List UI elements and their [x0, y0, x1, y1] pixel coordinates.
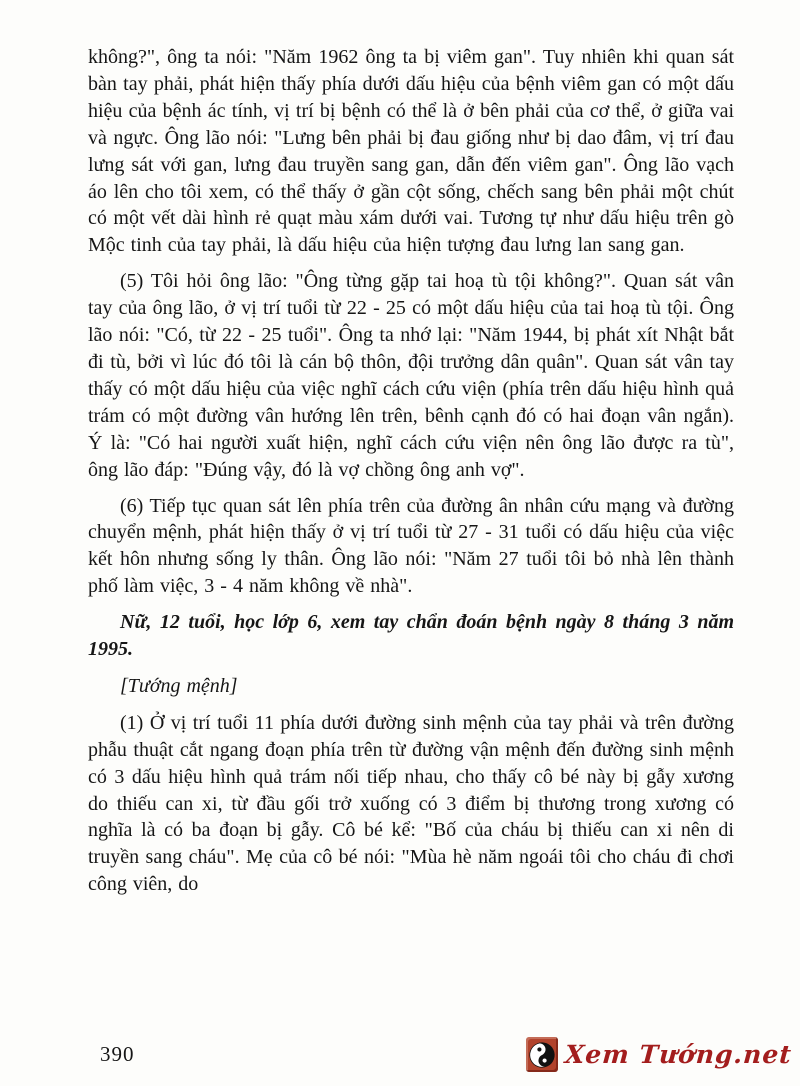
page-footer [88, 1037, 792, 1072]
page-number: 390 [100, 1042, 135, 1066]
case-heading: Nữ, 12 tuổi, học lớp 6, xem tay chẩn đoán bệnh ngày 8 tháng 3 năm 1995. [88, 611, 734, 661]
section-label: [Tướng mệnh] [120, 674, 238, 697]
watermark [526, 1037, 792, 1072]
paragraph-item-1: (1) Ở vị trí tuổi 11 phía dưới đường sinh mệnh của tay phải và trên đường phẫu thuật cắt ngang đoạn phía trên từ đường vận mệnh đến đường sinh mệnh có 3 dấu hiệu hình quả trám nối tiếp nhau, cho thấy cô bé này bị gẫy xương do thiếu can xi, từ đầu gối trở xuống có 3 điểm bị thương trong xương có nghĩa là có ba đoạn bị gẫy. Cô bé kể: "Bố của cháu bị thiếu can xi nên di truyền sang cháu". Mẹ của cô bé nói: "Mùa hè năm ngoái tôi cho cháu đi chơi công viên, do [88, 711, 734, 896]
watermark-text: Xem Tướng.net [564, 1040, 794, 1069]
page-content [88, 44, 734, 907]
paragraph-item-5: (5) Tôi hỏi ông lão: "Ông từng gặp tai hoạ tù tội không?". Quan sát vân tay của ông lão, ở vị trí tuổi từ 22 - 25 có một dấu hiệu của tai hoạ tù tội. Ông lão nói: "Có, từ 22 - 25 tuổi". Ông ta nhớ lại: "Năm 1944, bị phát xít Nhật bắt đi tù, bởi vì lúc đó tôi là cán bộ thôn, đội trưởng dân quân". Quan sát vân tay thấy có một dấu hiệu của việc nghĩ cách cứu viện (phía trên dấu hiệu hình quả trám có một đường vân hướng lên trên, bênh cạnh đó có hai đoạn vân ngắn). Ý là: "Có hai người xuất hiện, nghĩ cách cứu viện nên ông lão được ra tù", ông lão đáp: "Đúng vậy, đó là vợ chồng ông anh vợ". [88, 270, 734, 481]
paragraph-item-6: (6) Tiếp tục quan sát lên phía trên của đường ân nhân cứu mạng và đường chuyển mệnh, phát hiện thấy ở vị trí tuổi từ 27 - 31 tuổi có dấu hiệu của việc kết hôn nhưng sống ly thân. Ông lão nói: "Năm 27 tuổi tôi bỏ nhà lên thành phố làm việc, 3 - 4 năm không về nhà". [88, 494, 734, 598]
paragraph-continuation: không?", ông ta nói: "Năm 1962 ông ta bị viêm gan". Tuy nhiên khi quan sát bàn tay phải, phát hiện thấy phía dưới dấu hiệu của bệnh viêm gan có một dấu hiệu của bệnh ác tính, vị trí bị bệnh có thể là ở bên phải của cơ thể, ở giữa vai và ngực. Ông lão nói: "Lưng bên phải bị đau giống như bị dao đâm, vị trí đau lưng sát với gan, lưng đau truyền sang gan, dẫn đến viêm gan". Ông lão vạch áo lên cho tôi xem, có thể thấy ở gần cột sống, chếch sang bên phải một chút có một vết dài hình rẻ quạt màu xám dưới vai. Tương tự như dấu hiệu trên gò Mộc tinh của tay phải, là dấu hiệu của hiện tượng đau lưng lan sang gan. [88, 46, 734, 257]
yin-yang-icon [526, 1037, 558, 1072]
